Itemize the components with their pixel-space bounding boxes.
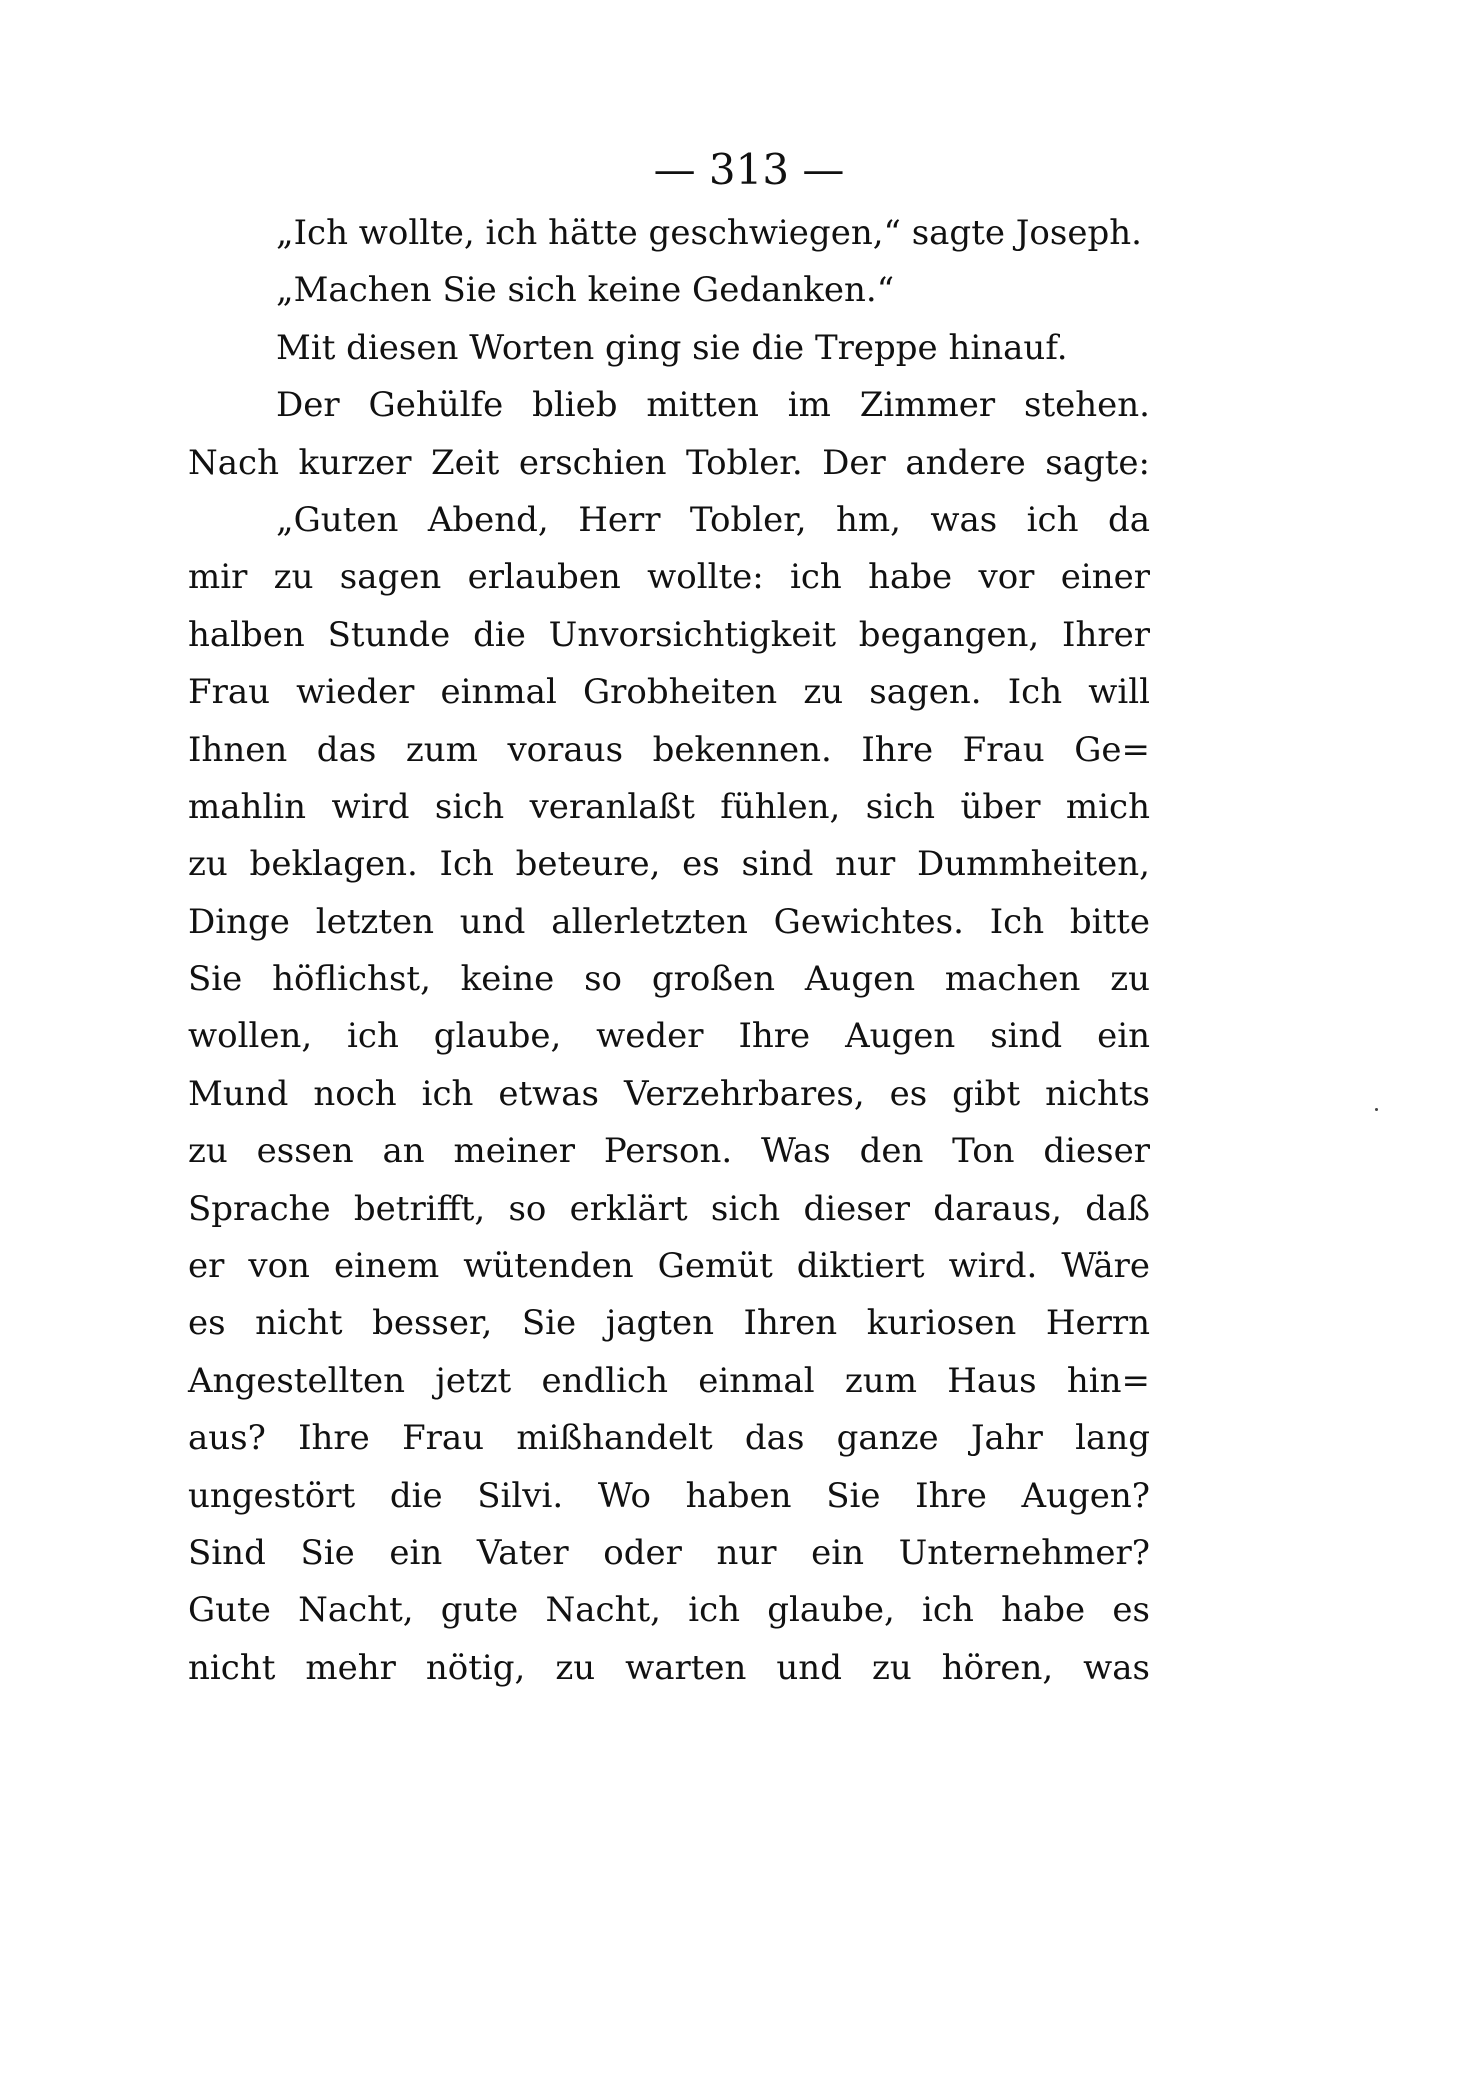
page-number: — 313 — (653, 145, 845, 194)
text-line: Sprache betrifft, so erklärt sich dieser daraus, daß (188, 1188, 1150, 1229)
text-line: zu beklagen. Ich beteure, es sind nur Dummheiten, (188, 844, 1150, 885)
text-line: „Ich wollte, ich hätte geschwiegen,“ sagte Joseph. (276, 213, 1142, 253)
text-line: Sie höflichst, keine so großen Augen machen zu (188, 959, 1150, 1000)
text-line: mahlin wird sich veranlaßt fühlen, sich über mich (188, 786, 1150, 827)
text-line: ungestört die Silvi. Wo haben Sie Ihre Augen? (188, 1475, 1150, 1516)
text-line: Sind Sie ein Vater oder nur ein Unternehmer? (188, 1532, 1150, 1573)
text-line: mir zu sagen erlauben wollte: ich habe vor einer (188, 557, 1150, 598)
text-line: Mit diesen Worten ging sie die Treppe hinauf. (276, 327, 1068, 368)
text-line: „Machen Sie sich keine Gedanken.“ (276, 270, 895, 311)
body-text (188, 205, 1150, 1697)
text-line: Dinge letzten und allerletzten Gewichtes. Ich bitte (188, 901, 1150, 942)
paper-speck (1375, 1108, 1378, 1111)
text-line: „Guten Abend, Herr Tobler, hm, was ich da (276, 499, 1150, 540)
text-line: Angestellten jetzt endlich einmal zum Haus hin= (188, 1360, 1150, 1401)
text-line: es nicht besser, Sie jagten Ihren kuriosen Herrn (188, 1303, 1150, 1344)
text-line: Ihnen das zum voraus bekennen. Ihre Frau Ge= (188, 729, 1150, 770)
text-line: zu essen an meiner Person. Was den Ton dieser (188, 1131, 1150, 1172)
text-line: Nach kurzer Zeit erschien Tobler. Der andere sagte: (188, 442, 1150, 483)
text-line: nicht mehr nötig, zu warten und zu hören, was (188, 1647, 1150, 1688)
text-line: er von einem wütenden Gemüt diktiert wird. Wäre (188, 1246, 1150, 1287)
text-line: Mund noch ich etwas Verzehrbares, es gibt nichts (188, 1073, 1150, 1114)
text-line: Gute Nacht, gute Nacht, ich glaube, ich habe es (188, 1590, 1150, 1631)
text-line: Der Gehülfe blieb mitten im Zimmer stehen. (276, 385, 1150, 426)
text-line: halben Stunde die Unvorsichtigkeit begangen, Ihrer (188, 614, 1150, 655)
text-line: Frau wieder einmal Grobheiten zu sagen. Ich will (188, 672, 1150, 713)
text-line: aus? Ihre Frau mißhandelt das ganze Jahr lang (188, 1418, 1150, 1459)
text-line: wollen, ich glaube, weder Ihre Augen sind ein (188, 1016, 1150, 1057)
